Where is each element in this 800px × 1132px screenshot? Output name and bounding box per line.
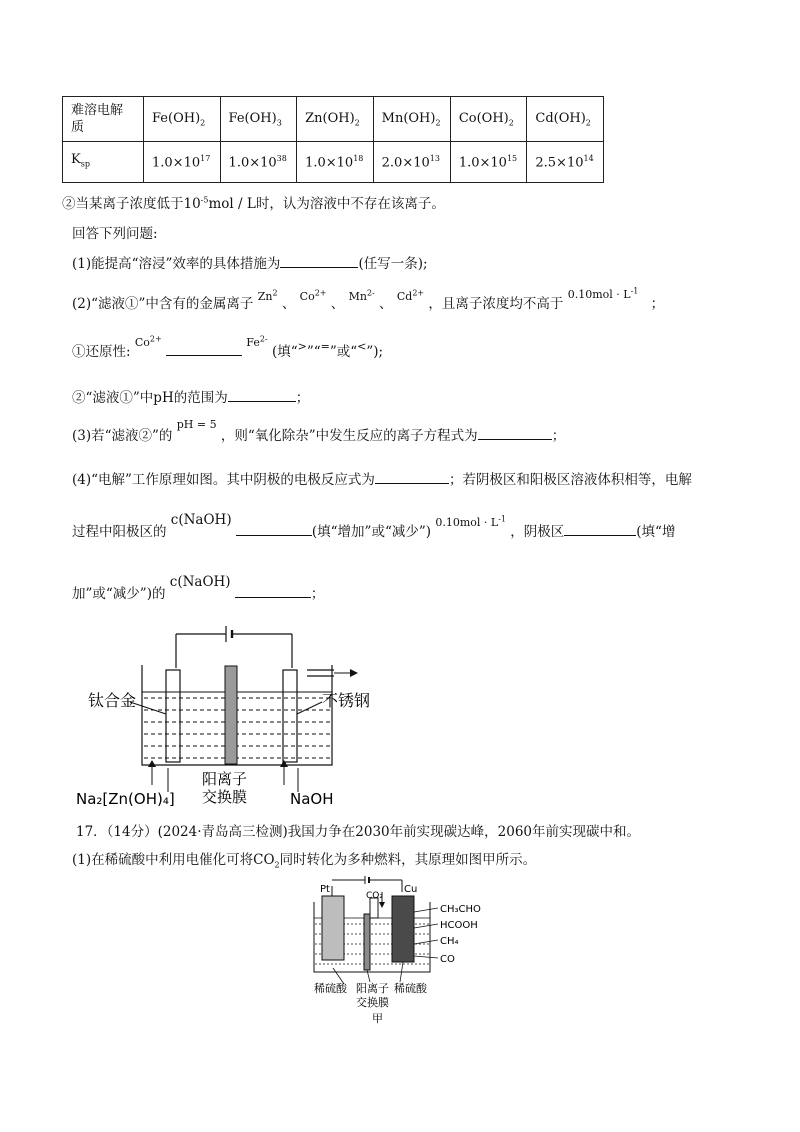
pt-label: Pt <box>320 884 330 895</box>
ksp-table <box>62 96 604 183</box>
table-cell: $1.0\times 10^{18}$ <box>297 142 374 183</box>
note-2: ②当某离子浓度低于$10^{-5}mol$ / L时，认为溶液中不存在该离子。 <box>62 195 445 212</box>
membrane-label-2: 交换膜 <box>356 996 389 1009</box>
table-header-cell: $Zn(OH)_2$ <box>297 97 374 142</box>
electrolysis-diagram <box>72 620 402 810</box>
product-ch4: CH₄ <box>440 936 459 947</box>
table-cell: $1.0\times 10^{17}$ <box>144 142 221 183</box>
question-4: (4)“电解”工作原理如图。其中阴极的电极反应式为 ；若阴极区和阳极区溶液体积相等，电解 <box>72 472 692 488</box>
table-cell: $2.0\times 10^{13}$ <box>373 142 450 183</box>
feed-right-label: NaOH <box>290 790 334 808</box>
product-co: CO <box>440 954 455 965</box>
table-header-cell: $Co(OH)_2$ <box>450 97 527 142</box>
question-2: (2)“滤液①”中含有的金属离子 $^{Zn^2}$ 、 $^{Co^{2+}}$ 、 $^{Mn^{2-}}$ 、 $^{Cd^{2+}}$ ，且离子浓度均不高于 $^{0.10mol \cdot L^{-1}}$ ； <box>72 286 665 312</box>
membrane-label-2: 交换膜 <box>202 788 248 806</box>
table-header-cell: $Mn(OH)_2$ <box>373 97 450 142</box>
question-4-end: 加”或“减少”)的 c(NaOH) ； <box>72 574 325 602</box>
membrane-label-1: 阳离子 <box>356 982 389 995</box>
table-cell: $1.0\times 10^{15}$ <box>450 142 527 183</box>
stainless-steel-label: 不锈钢 <box>322 691 371 710</box>
answer-prompt: 回答下列问题: <box>72 226 158 242</box>
question-1: (1)能提高“溶浸”效率的具体措施为 (任写一条); <box>72 256 428 272</box>
table-header-cell: $Fe(OH)_3$ <box>220 97 297 142</box>
table-cell: $1.0\times 10^{38}$ <box>220 142 297 183</box>
table-cell: $2.5\times 10^{14}$ <box>527 142 604 183</box>
co2-electrocatalysis-diagram <box>300 872 500 1024</box>
table-header-cell: $Fe(OH)_2$ <box>144 97 221 142</box>
question-2-2: ②“滤液①”中pH的范围为 ； <box>72 390 310 406</box>
membrane-label-1: 阳离子 <box>202 770 248 788</box>
cu-label: Cu <box>404 884 418 895</box>
co2-label: CO₂ <box>366 891 383 901</box>
product-ch3cho: CH₃CHO <box>440 904 481 915</box>
table-header-label: 难溶电解质 <box>63 97 144 142</box>
feed-left-label: Na₂[Zn(OH)₄] <box>76 790 175 808</box>
question-2-1: ①还原性: $^{Co^{2+}}$ $^{Fe^{2-}}$ (填“>”“=”或“<”); <box>72 334 384 360</box>
table-row-label: $K_{sp}$ <box>63 142 144 183</box>
table-header-cell: $Cd(OH)_2$ <box>527 97 604 142</box>
question-3: (3)若“滤液②”的 $^{pH = 5}$ ，则“氧化除杂”中发生反应的离子方程式为 ； <box>72 418 566 444</box>
dilute-acid-left: 稀硫酸 <box>314 982 347 995</box>
question-4-cont: 过程中阳极区的 c(NaOH) (填“增加”或“减少”) $^{0.10mol \cdot L^{-1}}$ ，阴极区 (填“增 <box>72 512 676 540</box>
problem-17-1: (1)在稀硫酸中利用电催化可将$CO_2$同时转化为多种燃料，其原理如图甲所示。 <box>72 852 537 870</box>
dilute-acid-right: 稀硫酸 <box>394 982 427 995</box>
product-hcooh: HCOOH <box>440 920 478 931</box>
figure-caption: 甲 <box>372 1012 383 1024</box>
titanium-alloy-label: 钛合金 <box>88 691 137 710</box>
problem-17: 17．（14分）(2024·青岛高三检测)我国力争在2030年前实现碳达峰，2060年前实现碳中和。 <box>76 824 640 840</box>
